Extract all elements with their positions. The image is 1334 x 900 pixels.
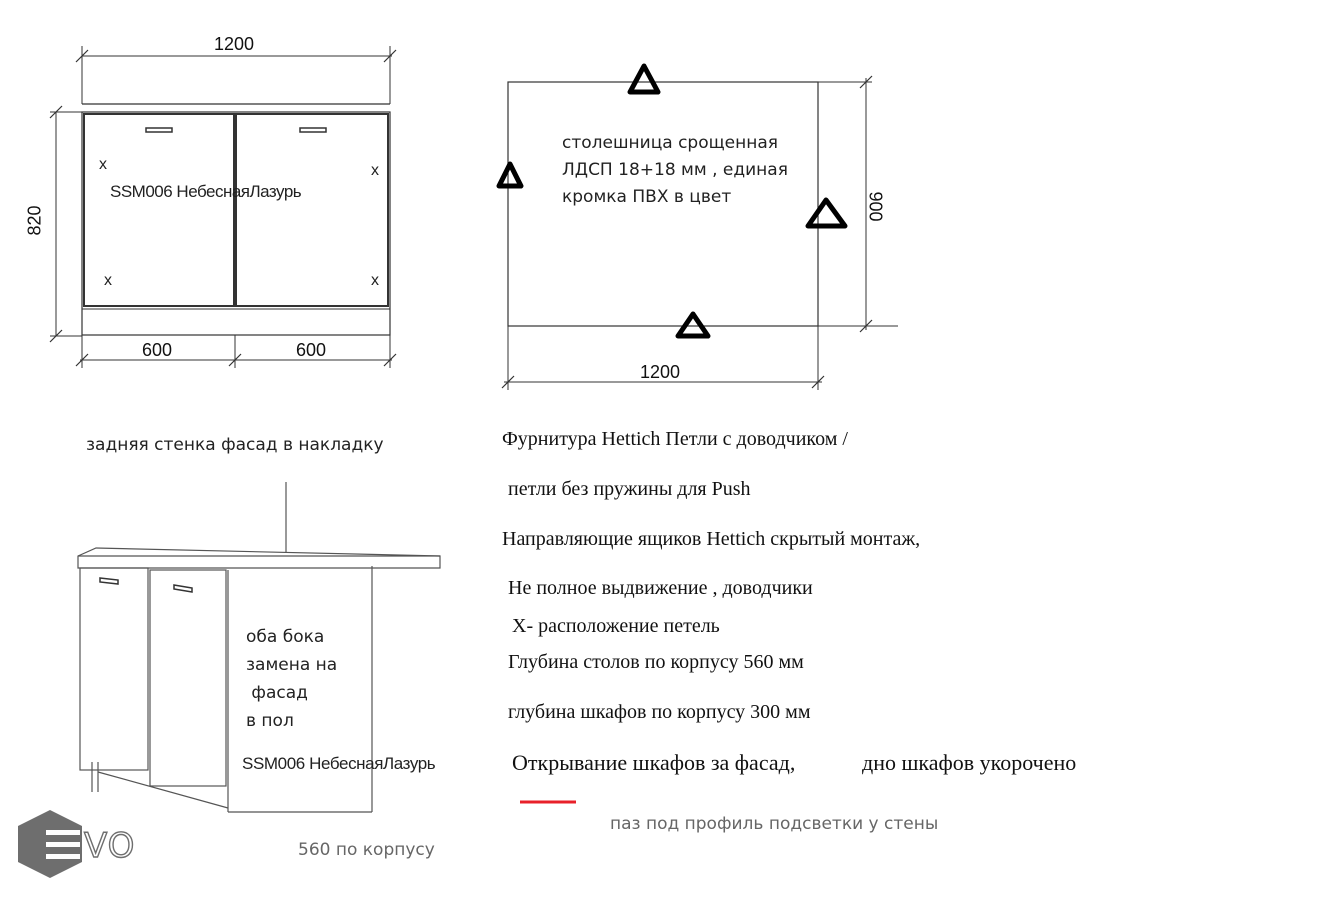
iso-color-label: SSM006 НебеснаяЛазурь bbox=[242, 754, 436, 773]
top-width-label: 1200 bbox=[640, 362, 681, 382]
hinge-mark-top-left: x bbox=[99, 156, 107, 173]
spec-line-8a: Открывание шкафов за фасад, bbox=[512, 750, 796, 775]
front-handle-left bbox=[146, 128, 172, 132]
iso-depth-note: 560 по корпусу bbox=[298, 840, 435, 860]
top-view bbox=[499, 66, 898, 390]
iso-door-left bbox=[80, 568, 148, 770]
logo-text: VO bbox=[84, 826, 136, 866]
spec-line-5: X- расположение петель bbox=[512, 615, 720, 637]
hinge-mark-bottom-right: x bbox=[371, 272, 379, 289]
iso-handle-right bbox=[174, 585, 192, 592]
spec-line-4: Не полное выдвижение , доводчики bbox=[508, 577, 813, 599]
top-depth-label: 900 bbox=[865, 191, 886, 222]
edge-triangle-bottom bbox=[678, 314, 708, 336]
front-color-label: SSM006 НебеснаяЛазурь bbox=[110, 182, 302, 201]
side-note-3: фасад bbox=[246, 683, 308, 703]
hinge-mark-top-right: x bbox=[371, 162, 379, 179]
front-left-width-label: 600 bbox=[142, 340, 173, 360]
front-handle-right bbox=[300, 128, 326, 132]
front-view bbox=[50, 46, 396, 368]
spec-line-3: Направляющие ящиков Hettich скрытый монтаж, bbox=[502, 528, 921, 550]
spec-line-1: Фурнитура Hettich Петли с доводчиком / bbox=[502, 428, 848, 450]
front-door-right bbox=[236, 114, 388, 306]
countertop-note-1: столешница срощенная bbox=[562, 133, 778, 153]
countertop-note-2: ЛДСП 18+18 мм , единая bbox=[562, 160, 788, 180]
back-wall-note: задняя стенка фасад в накладку bbox=[86, 435, 384, 455]
edge-triangle-top bbox=[630, 66, 658, 92]
countertop-note-3: кромка ПВХ в цвет bbox=[562, 187, 732, 207]
edge-triangle-right bbox=[808, 200, 845, 226]
side-note-2: замена на bbox=[246, 655, 338, 675]
hinge-mark-bottom-left: x bbox=[104, 272, 112, 289]
logo bbox=[18, 810, 82, 878]
spec-line-2: петли без пружины для Push bbox=[508, 478, 751, 500]
legend-red-line-label: паз под профиль подсветки у стены bbox=[610, 814, 939, 834]
side-note-4: в пол bbox=[246, 711, 294, 731]
iso-countertop bbox=[78, 548, 440, 568]
front-height-label: 820 bbox=[24, 205, 45, 236]
edge-triangle-left bbox=[499, 164, 521, 186]
spec-line-7: глубина шкафов по корпусу 300 мм bbox=[508, 701, 811, 723]
front-width-label: 1200 bbox=[214, 34, 255, 54]
spec-line-6: Глубина столов по корпусу 560 мм bbox=[508, 651, 804, 673]
side-note-1: оба бока bbox=[246, 627, 325, 647]
iso-door-right bbox=[150, 570, 226, 786]
iso-handle-left bbox=[100, 578, 118, 584]
front-right-width-label: 600 bbox=[296, 340, 327, 360]
spec-line-8b: дно шкафов укорочено bbox=[862, 750, 1077, 775]
